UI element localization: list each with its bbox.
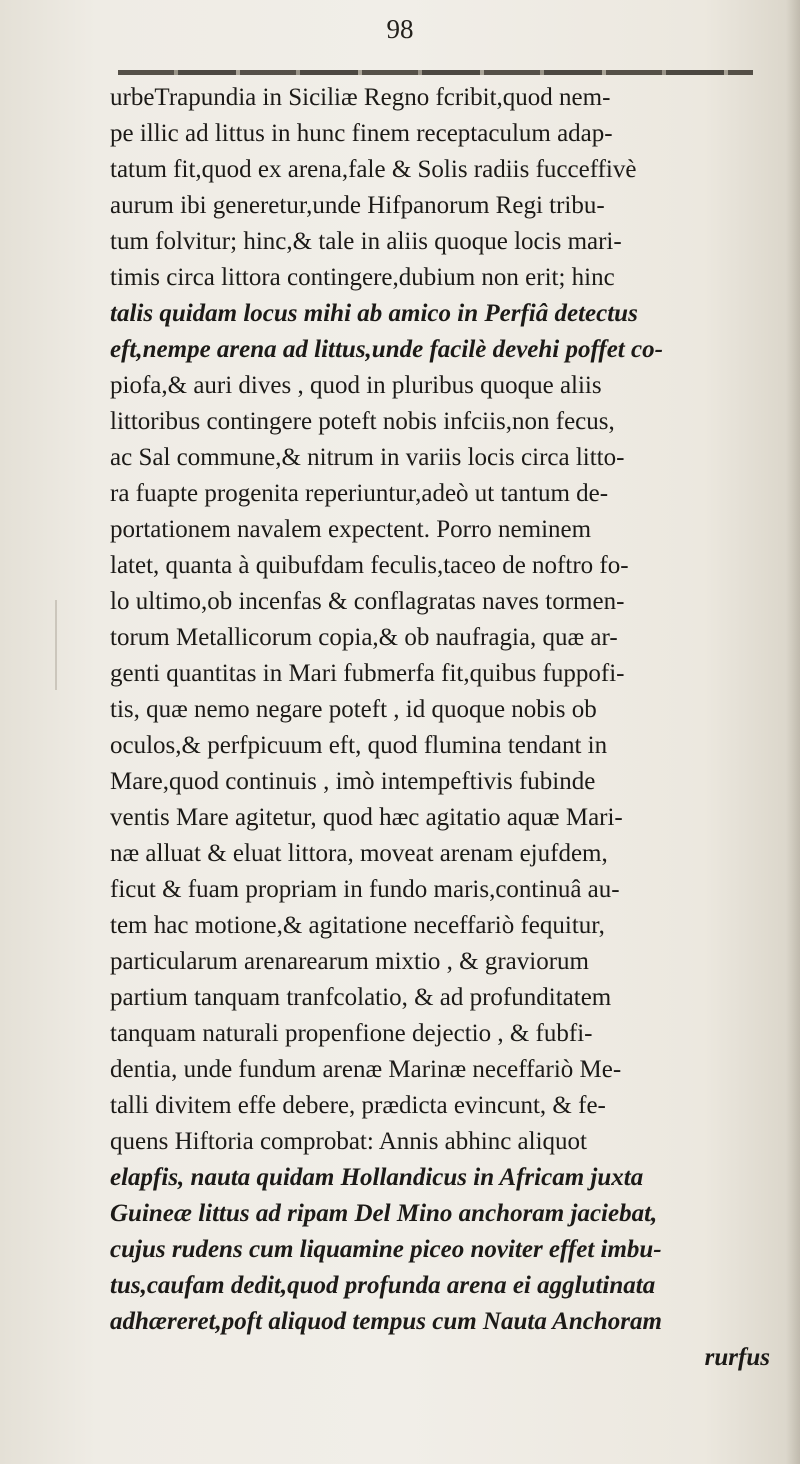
- text-line-italic: tus,caufam dedit,quod profunda arena ei agglutinata: [110, 1272, 656, 1299]
- text-line-italic: Guineæ littus ad ripam Del Mino anchoram jaciebat,: [110, 1200, 658, 1227]
- text-line: quens Hiftoria comprobat: Annis abhinc aliquot: [110, 1128, 587, 1155]
- text-line: urbeTrapundia in Siciliæ Regno fcribit,quod nem-: [110, 84, 611, 111]
- text-line: partium tanquam tranfcolatio, & ad profunditatem: [110, 984, 612, 1011]
- text-line-italic: eft,nempe arena ad littus,unde facilè devehi poffet co-: [110, 336, 663, 363]
- text-line: tem hac motione,& agitatione neceffariò fequitur,: [110, 912, 605, 939]
- text-line-italic: elapfis, nauta quidam Hollandicus in Africam juxta: [110, 1164, 644, 1191]
- text-line: næ alluat & eluat littora, moveat arenam ejufdem,: [110, 840, 608, 867]
- text-line: ficut & fuam propriam in fundo maris,continuâ au-: [110, 876, 620, 903]
- text-line: pe illic ad littus in hunc finem receptaculum adap-: [110, 120, 613, 147]
- text-line: lo ultimo,ob incenfas & conflagratas naves tormen-: [110, 588, 625, 615]
- text-line: oculos,& perfpicuum eft, quod flumina tendant in: [110, 732, 608, 759]
- text-line: littoribus contingere poteft nobis infciis,non fecus,: [110, 408, 615, 435]
- text-line: dentia, unde fundum arenæ Marinæ neceffariò Me-: [110, 1056, 622, 1083]
- text-line: torum Metallicorum copia,& ob naufragia, quæ ar-: [110, 624, 618, 651]
- text-line-italic: cujus rudens cum liquamine piceo noviter effet imbu-: [110, 1236, 662, 1263]
- header-rule: [118, 70, 753, 75]
- text-line: aurum ibi generetur,unde Hifpanorum Regi tribu-: [110, 192, 605, 219]
- text-line: ac Sal commune,& nitrum in variis locis circa litto-: [110, 444, 625, 471]
- page-edge-shadow: [786, 0, 800, 1464]
- text-line: latet, quanta à quibufdam feculis,taceo de noftro fo-: [110, 552, 629, 579]
- text-line: piofa,& auri dives , quod in pluribus quoque aliis: [110, 372, 602, 399]
- catchword: rurfus: [704, 1344, 770, 1371]
- text-line: Mare,quod continuis , imò intempeftivis fubinde: [110, 768, 596, 795]
- text-line: tatum fit,quod ex arena,fale & Solis radiis fucceffivè: [110, 156, 637, 183]
- text-line: timis circa littora contingere,dubium non erit; hinc: [110, 264, 615, 291]
- text-line: talli divitem effe debere, prædicta evincunt, & fe-: [110, 1092, 606, 1119]
- text-line: portationem navalem expectent. Porro neminem: [110, 516, 592, 543]
- text-line: tanquam naturali propenfione dejectio , & fubfi-: [110, 1020, 593, 1047]
- text-line: genti quantitas in Mari fubmerfa fit,quibus fuppofi-: [110, 660, 625, 687]
- text-line: tum folvitur; hinc,& tale in aliis quoque locis mari-: [110, 228, 622, 255]
- text-line-italic: talis quidam locus mihi ab amico in Perfiâ detectus: [110, 300, 638, 327]
- body-text: [110, 80, 770, 1376]
- text-line: ventis Mare agitetur, quod hæc agitatio aquæ Mari-: [110, 804, 623, 831]
- text-line-italic: adhæreret,poft aliquod tempus cum Nauta Anchoram: [110, 1308, 662, 1335]
- text-line: particularum arenarearum mixtio , & graviorum: [110, 948, 589, 975]
- paper-stain: [55, 600, 57, 690]
- text-line: ra fuapte progenita reperiuntur,adeò ut tantum de-: [110, 480, 609, 507]
- text-line: tis, quæ nemo negare poteft , id quoque nobis ob: [110, 696, 597, 723]
- page-number: 98: [386, 14, 414, 44]
